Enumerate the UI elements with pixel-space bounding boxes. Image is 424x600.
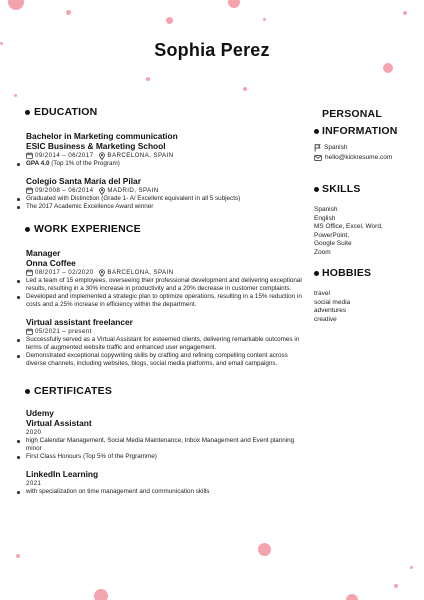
mail-icon [314,155,322,161]
decor-dot [403,11,407,15]
candidate-name: Sophia Perez [154,40,270,60]
list-item: Google Suite [314,240,352,247]
entry-title: Bachelor in Marketing communication [26,131,178,141]
decor-dot [263,18,266,21]
list-item: First Class Honours (Top 5% of the Prgramme) [26,453,306,461]
list-item: Spanish [314,206,338,213]
decor-dot [383,63,393,73]
side-column [314,106,418,324]
decor-dot [166,17,173,24]
list-item: The 2017 Academic Excellence Award winner [26,203,306,211]
entry-year: 2020 [26,429,42,436]
location-pin-icon [99,269,105,277]
work-experience-heading: WORK EXPERIENCE [26,223,306,236]
list-item: adventures [314,307,347,314]
entry-bullets [26,437,306,461]
email-contact[interactable]: hello@kickresume.com [314,153,418,163]
list-item: Zoom [314,248,331,256]
decor-dot [16,554,20,558]
decor-dot [146,77,150,81]
list-item: with specialization on time management and communication skills [26,488,306,496]
education-entry [26,176,306,211]
heading-bullet-icon [314,187,319,192]
entry-bullets [26,488,306,496]
decor-dot [228,0,240,8]
personal-information-heading: PERSONAL INFORMATION [314,106,418,140]
decor-dot [258,543,271,556]
location-pin-icon [99,187,105,195]
list-item: GPA 4.0 (Top 1% of the Program) [26,160,306,168]
list-item: Led a team of 15 employees, overseeing their professional development and delivering exceptional results, resulting in a 30% increase in productivity and a 20% decrease in customer complaints. [26,277,306,293]
list-item: Demonstrated exceptional copywriting skills by crafting and refining compelling content across diverse channels, including websites, blogs, social media platforms, and email campaigns. [26,352,306,368]
entry-bullets [26,160,306,168]
decor-dot [410,566,413,569]
education-entry [26,131,306,168]
calendar-icon [26,187,33,194]
main-column [26,106,306,496]
heading-bullet-icon [314,129,319,134]
entry-meta: 05/2021 – present [26,327,306,336]
calendar-icon [26,269,33,276]
heading-bullet-icon [25,389,30,394]
list-item: creative [314,315,337,323]
work-entry [26,317,306,368]
certificate-entry [26,469,306,496]
list-item: high Calendar Management, Social Media Maintenance, Inbox Management and Event planning minor [26,437,306,453]
entry-subtitle: Virtual Assistant [26,418,92,428]
list-item: Developed and implemented a strategic plan to optimize operations, resulting in a 15% reduction in costs and a 25% increase in efficiency within the department. [26,293,306,309]
heading-bullet-icon [314,271,319,276]
location-pin-icon [99,152,105,160]
language-contact: Spanish [314,143,418,153]
education-heading: EDUCATION [26,106,306,119]
entry-title: LinkedIn Learning [26,469,99,479]
entry-bullets [26,277,306,309]
skills-heading: SKILLS [314,181,418,198]
decor-dot [14,94,17,97]
heading-bullet-icon [25,110,30,115]
list-item: MS Office, Excel, Word, [314,223,383,230]
certificate-entry [26,408,306,461]
flag-icon [314,144,321,152]
entry-bullets [26,336,306,368]
entry-subtitle: ESIC Business & Marketing School [26,141,166,151]
entry-bullets [26,195,306,211]
entry-title: Udemy [26,408,54,418]
calendar-icon [26,152,33,159]
list-item: English [314,214,336,222]
entry-meta: 09/2008 – 06/2014 MADRID, SPAIN [26,186,306,195]
skills-list [314,206,418,257]
entry-title: Virtual assistant freelancer [26,317,133,327]
hobbies-heading: HOBBIES [314,265,418,282]
entry-title: Colegio Santa María del Pilar [26,176,141,186]
entry-year: 2021 [26,480,42,487]
list-item: travel [314,290,330,297]
entry-title: Manager [26,248,61,258]
list-item: Successfully served as a Virtual Assistant for esteemed clients, delivering remarkable outcomes in terms of augmented website traffic and enhanced user engagement. [26,336,306,352]
list-item: Graduated with Distinction (Grade 1- A/ Excellent equivalent in all 5 subjects) [26,195,306,203]
heading-bullet-icon [25,227,30,232]
list-item: social media [314,298,351,306]
decor-dot [94,589,108,600]
list-item: PowerPoint, [314,231,350,239]
entry-subtitle: Onna Coffee [26,258,76,268]
decor-dot [394,584,398,588]
entry-meta: 08/2017 – 02/2020 BARCELONA, SPAIN [26,268,306,277]
work-entry [26,248,306,309]
hobbies-list [314,290,418,324]
decor-dot [243,87,247,91]
decor-dot [346,594,358,600]
decor-dot [8,0,24,10]
entry-meta: 09/2014 – 06/2017 BARCELONA, SPAIN [26,151,306,160]
certificates-heading: CERTIFICATES [26,385,306,398]
decor-dot [66,10,71,15]
calendar-icon [26,328,33,335]
